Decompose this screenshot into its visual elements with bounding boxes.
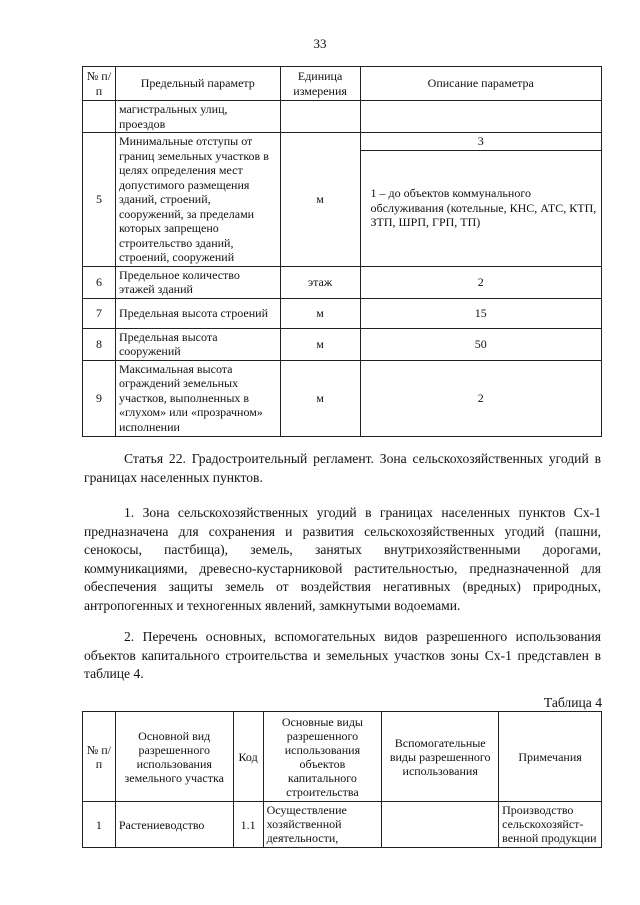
cell-desc: 2 [360,360,601,436]
cell-main-objects: Осуществление хозяйственной деятельности, [263,802,382,848]
table-row [83,298,602,328]
cell-unit: м [280,133,360,267]
cell-desc: 50 [360,328,601,360]
cell-param: Предельная высота строений [115,298,280,328]
cell-unit: м [280,298,360,328]
table-row [83,133,602,151]
cell-desc: 15 [360,298,601,328]
header-notes: Примечания [499,712,602,802]
paragraph-1: 1. Зона сельскохозяйственных угодий в границах населенных пунктов Сх-1 предназначена для сохранения и развития сельскохозяйственных угодий (пашни, сенокосы, пастбища), земель, занятых внутрихозяйственными дорогами, коммуникациями, древесно-кустарниковой растительностью, предназначенной для обеспечения защиты земель от воздействия негативных (вредных) природных, антропогенных и техногенных явлений, замкнутыми водоемами. [84,505,601,613]
cell-desc: 3 [360,133,601,151]
header-main-objects: Основные виды разрешенного использования объектов капитального строительства [263,712,382,802]
header-code: Код [233,712,263,802]
cell-main-use: Растениеводство [115,802,233,848]
cell-param: Максимальная высота ограждений земельных участков, выполненных в «глухом» или «прозрачном» исполнении [115,360,280,436]
table-row [83,802,602,848]
header-unit: Единица измерения [280,67,360,101]
cell-param: Минимальные отступы от границ земельных участков в целях определения мест допустимого размещения зданий, строений, сооружений, за пределами которых запрещено строительство зданий, строений, сооружений [115,133,280,267]
page-number: 33 [313,36,327,51]
cell-unit: м [280,360,360,436]
header-main-use: Основной вид разрешенного использования земельного участка [115,712,233,802]
table-row [83,101,602,133]
parameters-table [82,66,602,437]
table-header-row [83,712,602,802]
header-num: № п/п [83,67,116,101]
header-param: Предельный параметр [115,67,280,101]
cell-num: 5 [83,133,116,267]
cell-num: 8 [83,328,116,360]
cell-aux [382,802,499,848]
cell-num: 6 [83,266,116,298]
cell-param: Предельное количество этажей зданий [115,266,280,298]
table-row [83,328,602,360]
table-4-label: Таблица 4 [543,695,602,710]
cell-param: магистральных улиц, проездов [115,101,280,133]
cell-param: Предельная высота сооружений [115,328,280,360]
cell-desc: 1 – до объектов коммунального обслуживания (котельные, КНС, АТС, КТП, ЗТП, ШРП, ГРП, ТП) [360,150,601,266]
header-num: № п/п [83,712,116,802]
cell-code: 1.1 [233,802,263,848]
cell-num: 9 [83,360,116,436]
table-row [83,360,602,436]
cell-desc: 2 [360,266,601,298]
cell-notes: Производство сельскохозяйст-венной продукции [499,802,602,848]
table-header-row [83,67,602,101]
cell-desc [360,101,601,133]
cell-unit [280,101,360,133]
cell-num [83,101,116,133]
article-heading: Статья 22. Градостроительный регламент. Зона сельскохозяйственных угодий в границах населенных пунктов. [84,451,601,485]
cell-unit: этаж [280,266,360,298]
table-row [83,266,602,298]
cell-num: 7 [83,298,116,328]
header-aux: Вспомогательные виды разрешенного использования [382,712,499,802]
header-desc: Описание параметра [360,67,601,101]
cell-unit: м [280,328,360,360]
paragraph-2: 2. Перечень основных, вспомогательных видов разрешенного использования объектов капитального строительства и земельных участков зоны Сх-1 представлен в таблице 4. [84,629,601,681]
uses-table [82,711,602,848]
cell-num: 1 [83,802,116,848]
